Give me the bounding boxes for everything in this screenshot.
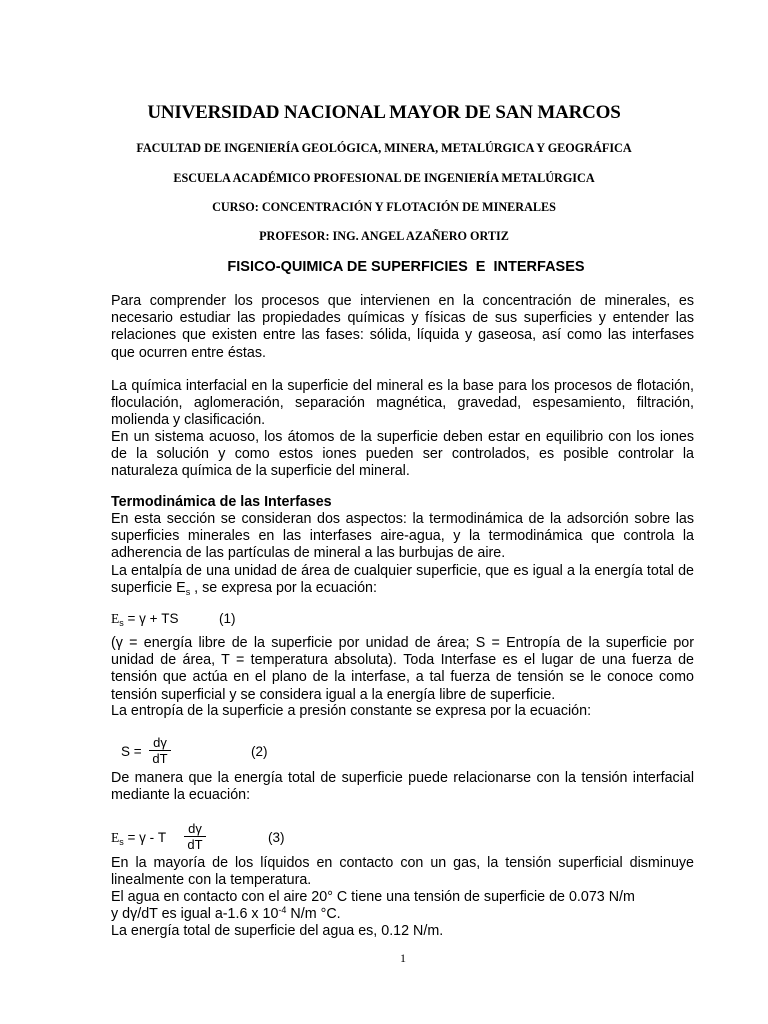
enthalpy-text: La entalpía de una unidad de área de cualquier superficie, que es igual a la energía total de superficie E: [111, 563, 694, 597]
paragraph-enthalpy: [111, 563, 694, 597]
equation-2-fraction: [149, 735, 171, 766]
paragraph-total-energy: De manera que la energía total de superficie puede relacionarse con la tensión interfacial mediante la ecuación:: [111, 770, 694, 804]
university-name: UNIVERSIDAD NACIONAL MAYOR DE SAN MARCOS: [147, 102, 621, 123]
paragraph-entropy: La entropía de la superficie a presión constante se expresa por la ecuación:: [111, 703, 592, 719]
derivative-text: y dγ/dT es igual a-1.6 x 10: [111, 906, 279, 922]
enthalpy-subscript: s: [185, 587, 191, 598]
page-number: 1: [400, 951, 406, 965]
eq1-subscript: s: [119, 618, 124, 628]
course-name: CURSO: CONCENTRACIÓN Y FLOTACIÓN DE MINERALES: [212, 200, 556, 214]
enthalpy-text-end: , se expresa por la ecuación:: [190, 580, 377, 597]
section-heading: Termodinámica de las Interfases: [111, 494, 332, 510]
equation-3: [111, 830, 166, 846]
equation-2-number: (2): [251, 744, 268, 759]
eq2-denominator: dT: [152, 751, 168, 766]
derivative-exponent: -4: [278, 905, 287, 915]
professor-name: PROFESOR: ING. ANGEL AZAÑERO ORTIZ: [259, 229, 509, 243]
paragraph-aqueous-system: En un sistema acuoso, los átomos de la superficie deben estar en equilibrio con los iones de la solución y como estos iones pueden ser controlados, es posible controlar la naturaleza química de la superficie del mineral.: [111, 429, 694, 480]
paragraph-water-tension: El agua en contacto con el aire 20° C tiene una tensión de superficie de 0.073 N/m: [111, 889, 635, 905]
eq1-lhs: E: [111, 611, 120, 626]
paragraph-surface-tension: (γ = energía libre de la superficie por unidad de área; S = Entropía de la superficie por unidad de área, T = temperatura absoluta). Toda Interfase es el lugar de una fuerza de tensión que actúa en el plano de la interfase, a tal fuerza de tensión se le conoce como tensión superficial y se considera igual a la energía libre de superficie.: [111, 635, 694, 703]
paragraph-water-energy: La energía total de superficie del agua es, 0.12 N/m.: [111, 923, 444, 939]
eq2-numerator: dγ: [153, 735, 167, 750]
equation-3-fraction: [184, 821, 206, 852]
paragraph-intro: Para comprender los procesos que intervienen en la concentración de minerales, es necesario estudiar las propiedades químicas y físicas de sus superficies y entender las relaciones que existen entre las fases: sólida, líquida y gaseosa, así como las interfases que ocurren entre éstas.: [111, 293, 694, 361]
faculty-name: FACULTAD DE INGENIERÍA GEOLÓGICA, MINERA, METALÚRGICA Y GEOGRÁFICA: [136, 141, 632, 155]
equation-1: [111, 611, 179, 627]
eq3-subscript: s: [119, 837, 124, 847]
eq3-mid: = γ - T: [123, 830, 167, 845]
eq3-denominator: dT: [187, 837, 203, 852]
paragraph-interfacial-chemistry: La química interfacial en la superficie del mineral es la base para los procesos de flotación, floculación, aglomeración, separación magnética, gravedad, espesamiento, filtración, molienda y clasificación.: [111, 378, 694, 429]
eq3-lhs: E: [111, 830, 120, 845]
derivative-units: N/m °C.: [286, 906, 341, 922]
equation-2-lhs: S =: [121, 744, 142, 759]
paragraph-thermodynamics: En esta sección se consideran dos aspectos: la termodinámica de la adsorción sobre las superficies minerales en las interfases aire-agua, y la termodinámica que controla la adherencia de las partículas de mineral a las burbujas de aire.: [111, 511, 694, 562]
eq3-numerator: dγ: [188, 821, 202, 836]
equation-3-number: (3): [268, 830, 285, 845]
equation-1-number: (1): [219, 611, 236, 626]
paragraph-liquids: En la mayoría de los líquidos en contacto con un gas, la tensión superficial disminuye linealmente con la temperatura.: [111, 855, 694, 889]
eq1-rhs: = γ + TS: [123, 611, 179, 626]
school-name: ESCUELA ACADÉMICO PROFESIONAL DE INGENIERÍA METALÚRGICA: [173, 171, 595, 185]
document-title: FISICO-QUIMICA DE SUPERFICIES E INTERFASES: [227, 259, 585, 275]
paragraph-derivative: [111, 906, 694, 923]
